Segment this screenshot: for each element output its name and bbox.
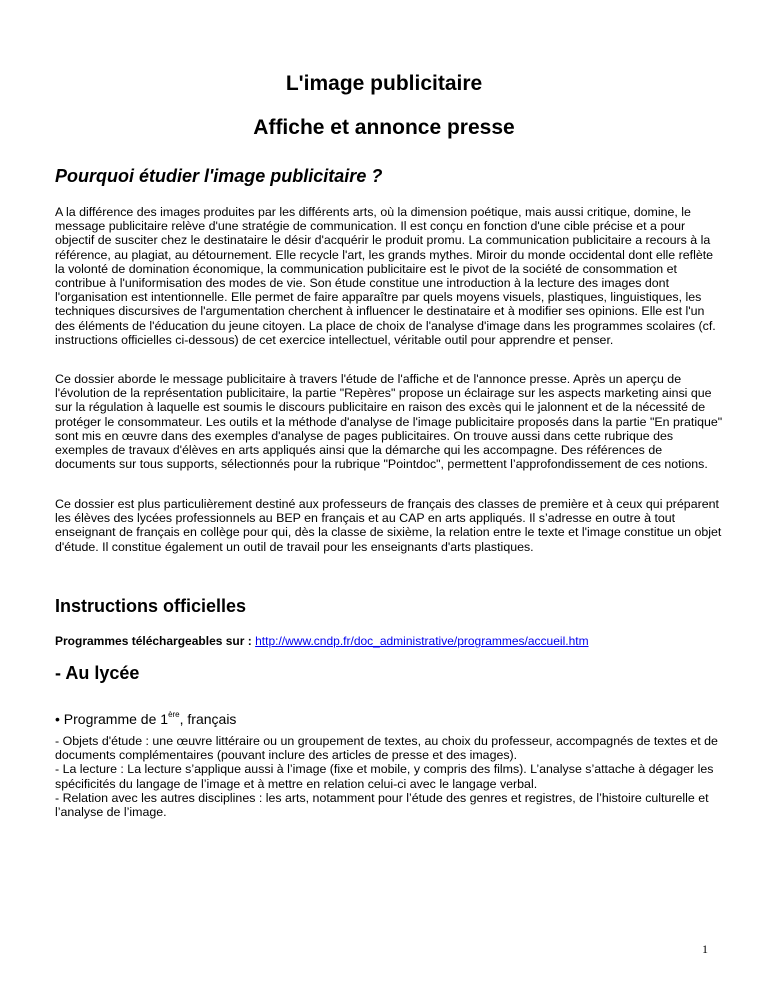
paragraph-audience: Ce dossier est plus particulièrement destiné aux professeurs de français des classes de première et à ceux qui préparent les élèves des lycées professionnels au BEP en français et au CAP en arts appliqués. Il s’adresse en outre à tout enseignant de français en collège pour qui, dès la classe de sixième, la relation entre le texte et l'image constitue un objet d'étude. Il constitue également un outil de travail pour les enseignants d'arts plastiques. xyxy=(55,497,722,554)
program-superscript: ère xyxy=(168,710,180,719)
program-details xyxy=(55,734,725,819)
program-prefix: • Programme de 1 xyxy=(55,711,169,727)
paragraph-intro: A la différence des images produites par les différents arts, où la dimension poétique, mais aussi critique, domine, le message publicitaire relève d'une stratégie de communication. Il est conçu en fonction d'une cible précise et a pour objectif de susciter chez le destinataire le désir d'acquérir le produit promu. La communication publicitaire a recours à la référence, au plagiat, au détournement. Elle recycle l'art, les grands mythes. Miroir du monde occidental dont elle reflète la volonté de domination économique, la communication publicitaire est le pivot de la société de consommation et contribue à l'uniformisation des modes de vie. Son étude constitue une introduction à la lecture des images dont l'organisation est intentionnelle. Elle permet de faire apparaître par quels moyens visuels, plastiques, linguistiques, les techniques discursives de l'argumentation cherchent à influencer le destinataire et à modifier ses opinions. Elle est l'un des éléments de l'éducation du jeune citoyen. La place de choix de l'analyse d'image dans les programmes scolaires (cf. instructions officielles ci-dessous) de cet exercice intellectuel, véritable outil pour apprendre et penser. xyxy=(55,205,716,347)
programs-line xyxy=(55,634,589,648)
program-line-objets: - Objets d'étude : une œuvre littéraire ou un groupement de textes, au choix du professeur, accompagnés de textes et de documents complémentaires (pouvant inclure des articles de presse et des images). xyxy=(55,734,718,763)
section-heading-why: Pourquoi étudier l'image publicitaire ? xyxy=(55,166,383,186)
subheading-lycee: - Au lycée xyxy=(55,663,140,683)
program-line-lecture: - La lecture : La lecture s’applique aussi à l’image (fixe et mobile, y compris des films). L’analyse s’attache à dégager les spécificités du langage de l’image et à mettre en relation celui-ci avec le langage verbal. xyxy=(55,762,714,791)
section-heading-instructions: Instructions officielles xyxy=(55,596,247,616)
programs-link[interactable]: http://www.cndp.fr/doc_administrative/programmes/accueil.htm xyxy=(255,634,589,648)
program-line-relation: - Relation avec les autres disciplines : les arts, notamment pour l’étude des genres et registres, de l’histoire culturelle et l’analyse de l’image. xyxy=(55,790,709,820)
document-title: L'image publicitaire xyxy=(285,72,483,95)
document-subtitle: Affiche et annonce presse xyxy=(253,116,515,139)
program-suffix: , français xyxy=(179,711,237,727)
paragraph-dossier: Ce dossier aborde le message publicitaire à travers l'étude de l'affiche et de l'annonce presse. Après un aperçu de l'évolution de la représentation publicitaire, la partie "Repères" propose un éclairage sur les aspects marketing ainsi que sur la régulation à laquelle est soumis le discours publicitaire en raison des excès qui le jalonnent et de la nécessité de protéger le consommateur. Les outils et la méthode d'analyse de l'image publicitaire proposés dans la partie "En pratique" sont mis en œuvre dans des exemples d'analyse de pages publicitaires. On trouve aussi dans cette rubrique des exemples de travaux d'élèves en arts appliqués ainsi que la démarche qui les accompagne. Des références de documents sur tous supports, sélectionnés pour la rubrique "Pointdoc", permettent l’approfondissement de ces notions. xyxy=(55,372,723,472)
page-number: 1 xyxy=(702,942,708,956)
programs-label: Programmes téléchargeables sur : xyxy=(55,634,252,648)
program-first-class xyxy=(55,710,236,727)
